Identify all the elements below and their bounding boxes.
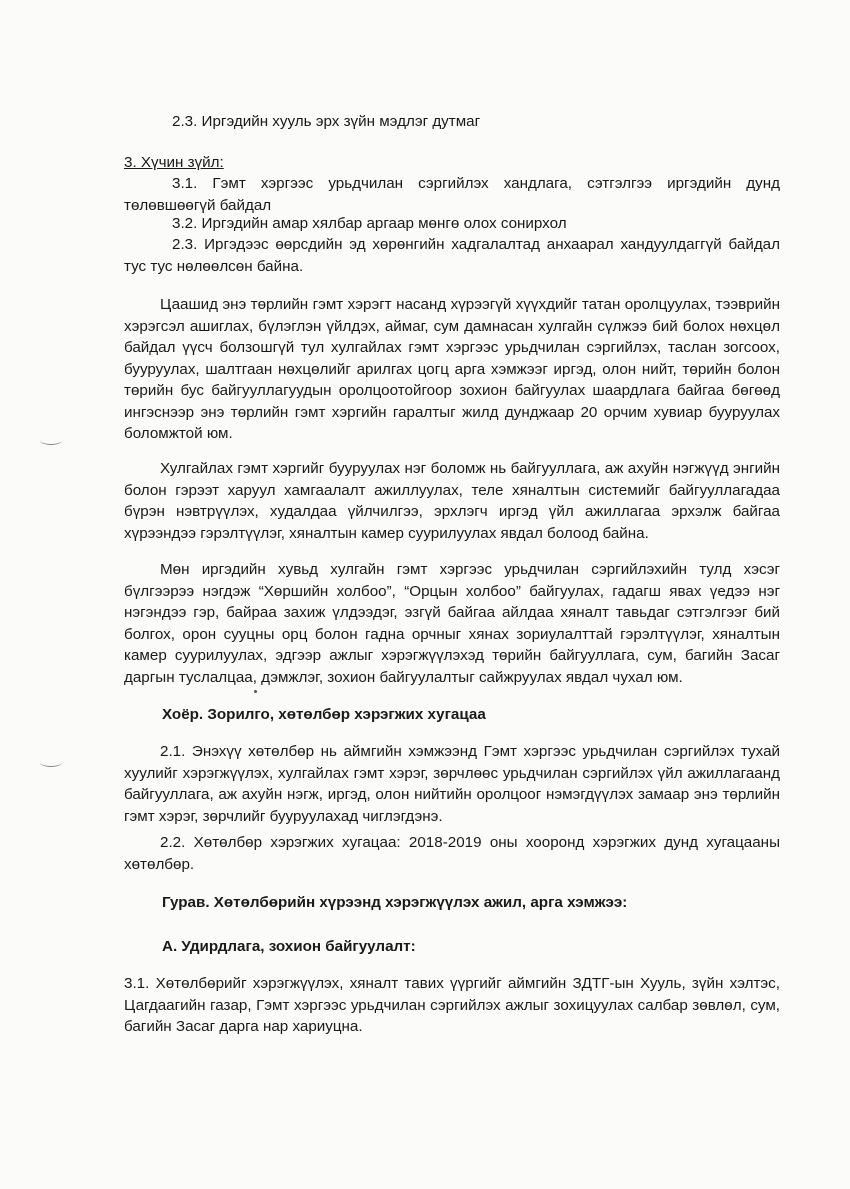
item-3-2: 3.2. Иргэдийн амар хялбар аргаар мөнгө олох сонирхол bbox=[172, 215, 567, 232]
line-2-3: 2.3. Иргэдийн хууль эрх зүйн мэдлэг дутмаг bbox=[172, 113, 481, 130]
scan-dot bbox=[254, 690, 257, 693]
paragraph-future-risk: Цаашид энэ төрлийн гэмт хэрэгт насанд хүрээгүй хүүхдийг татан оролцуулах, тээврийн хэрэгсэл ашиглах, бүлэглэн үйлдэх, аймаг, сум дамнасан хулгайн сүлжээ бий болох нөхцөл байдал үүсч болзошгүй тул хулгайлах гэмт хэргээс урьдчилан сэргийлэх, таслан зогсоох, бууруулах, шалтгаан нөхцөлийг арилгах цогц арга хэмжээг иргэд, олон нийт, төрийн болон төрийн бус байгууллагуудын оролцоотойгоор зохион байгуулах шаардлага байгаа бөгөөд ингэснээр энэ төрлийн гэмт хэргийн гаралтыг жилд дунджаар 20 орчим хувиар бууруулах боломжтой юм. bbox=[124, 296, 780, 442]
scan-mark bbox=[40, 436, 62, 445]
item-2-2: 2.2. Хөтөлбөр хэрэгжих хугацаа: 2018-2019 оны хооронд хэрэгжих дунд хугацааны хөтөлбөр. bbox=[124, 834, 780, 873]
scan-mark bbox=[40, 758, 62, 767]
item-2-3-factors: 2.3. Иргэдээс өөрсдийн эд хөрөнгийн хадгалалтад анхаарал хандуулдаггүй байдал тус тус нөлөөлсөн байна. bbox=[124, 236, 780, 275]
paragraph-organizations: Хулгайлах гэмт хэргийг бууруулах нэг боломж нь байгууллага, аж ахуйн нэгжүүд энгийн болон гэрээт харуул хамгаалалт ажиллуулах, теле хяналтын системийг байгууллагадаа бүрэн нэвтрүүлэх, худалдаа үйлчилгээ, эрхлэгч иргэд үйл ажиллагаа эрхэлж байгаа хүрээндээ гэрэлтүүлэг, хяналтын камер суурилуулах явдал болоод байна. bbox=[124, 460, 780, 542]
paragraph-citizens: Мөн иргэдийн хувьд хулгайн гэмт хэргээс урьдчилан сэргийлэхийн тулд хэсэг бүлгээрээ нэгдэж “Хөршийн холбоо”, “Орцын холбоо” байгуулах, гадагш явах үедээ нэг нэгэндээ гэр, байраа захиж үлдээдэг, эзгүй байгаа айлдаа хяналт тавьдаг сэтгэлгээг бий болгох, орон сууцны орц болон гадна орчныг хянах зориулалттай гэрэлтүүлэг, хяналтын камер суурилуулах, эдгээр ажлыг хэрэгжүүлэхэд төрийн байгууллага, сум, багийн Засаг даргын туслалцаа, дэмжлэг, зохион байгуулалтыг сайжруулах явдал чухал юм. bbox=[124, 561, 780, 686]
item-3-1-management: 3.1. Хөтөлбөрийг хэрэгжүүлэх, хяналт тавих үүргийг аймгийн ЗДТГ-ын Хууль, зүйн хэлтэс, Цагдаагийн газар, Гэмт хэргээс урьдчилан сэргийлэх ажлыг зохицуулах салбар зөвлөл, сум, багийн Засаг дарга нар хариуцна. bbox=[124, 975, 780, 1035]
item-2-1: 2.1. Энэхүү хөтөлбөр нь аймгийн хэмжээнд Гэмт хэргээс урьдчилан сэргийлэх тухай хуулийг хэрэгжүүлэх, хулгайлах гэмт хэрэг, зөрчлөөс урьдчилан сэргийлэх үйл ажиллагаанд байгууллага, аж ахуйн нэгж, иргэд, олон нийтийн оролцоог нэмэгдүүлэх замаар энэ төрлийн гэмт хэрэг, зөрчлийг бууруулахад чиглэгдэнэ. bbox=[124, 743, 780, 825]
heading-section-three: Гурав. Хөтөлбөрийн хүрээнд хэрэгжүүлэх ажил, арга хэмжээ: bbox=[162, 894, 628, 911]
heading-section-two: Хоёр. Зорилго, хөтөлбөр хэрэгжих хугацаа bbox=[162, 706, 486, 723]
section-3-heading: 3. Хүчин зүйл: bbox=[124, 154, 224, 171]
item-3-1: 3.1. Гэмт хэргээс урьдчилан сэргийлэх хандлага, сэтгэлгээ иргэдийн дунд төлөвшөөгүй байдал bbox=[124, 175, 780, 214]
heading-subsection-a: А. Удирдлага, зохион байгуулалт: bbox=[162, 938, 416, 955]
